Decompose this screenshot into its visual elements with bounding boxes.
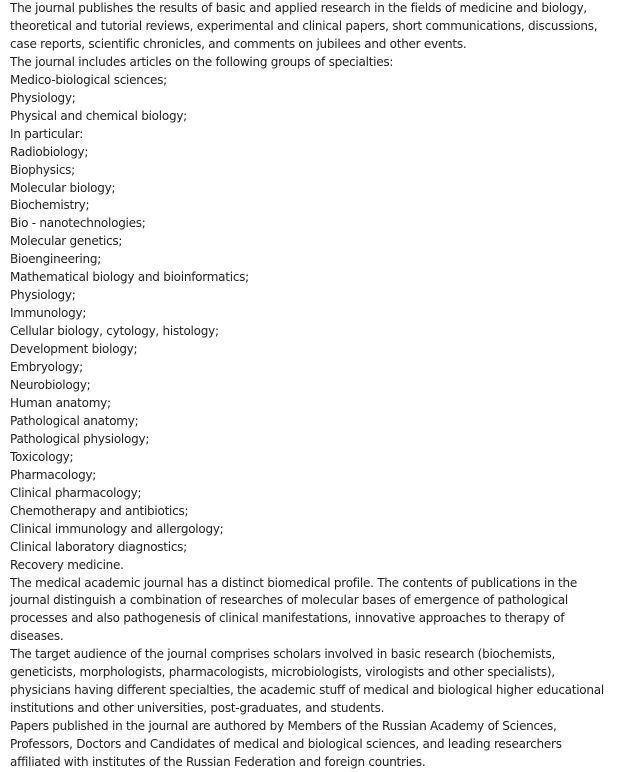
list-item: Human anatomy; bbox=[10, 395, 111, 410]
text-line: institutions and other universities, post-graduates, and students. bbox=[10, 701, 385, 716]
list-item: Biochemistry; bbox=[10, 198, 90, 213]
text-line: The journal publishes the results of basic and applied research in the fields of medicine and biology, bbox=[10, 1, 587, 15]
list-item: Pathological physiology; bbox=[10, 431, 150, 446]
text-line: geneticists, morphologists, pharmacologists, microbiologists, virologists and other specialists), bbox=[10, 665, 555, 680]
list-item: In particular: bbox=[10, 126, 84, 141]
text-line: diseases. bbox=[10, 629, 64, 644]
text-line: The medical academic journal has a distinct biomedical profile. The contents of publications in the bbox=[10, 575, 577, 590]
text-line: affiliated with institutes of the Russian Federation and foreign countries. bbox=[10, 755, 426, 770]
list-item: Clinical laboratory diagnostics; bbox=[10, 539, 187, 554]
list-item: Clinical pharmacology; bbox=[10, 485, 142, 500]
list-item: Biophysics; bbox=[10, 162, 75, 177]
list-item: Medico-biological sciences; bbox=[10, 72, 167, 87]
list-item: Embryology; bbox=[10, 360, 83, 375]
list-item: Radiobiology; bbox=[10, 144, 89, 159]
text-line: The target audience of the journal comprises scholars involved in basic research (biochemists, bbox=[10, 647, 556, 662]
audience-paragraph bbox=[10, 646, 620, 718]
list-item: Molecular biology; bbox=[10, 180, 116, 195]
text-line: journal distinguish a combination of researches of molecular bases of emergence of pathological bbox=[10, 593, 569, 608]
list-item: Pharmacology; bbox=[10, 467, 97, 482]
list-item: Neurobiology; bbox=[10, 378, 91, 393]
list-item: Development biology; bbox=[10, 342, 138, 357]
text-line: Professors, Doctors and Candidates of medical and biological sciences, and leading researchers bbox=[10, 737, 562, 752]
intro-paragraph bbox=[10, 0, 620, 72]
text-line: Papers published in the journal are authored by Members of the Russian Academy of Sciences, bbox=[10, 719, 557, 734]
list-item: Immunology; bbox=[10, 306, 87, 321]
list-item: Physiology; bbox=[10, 288, 76, 303]
list-item: Bio - nanotechnologies; bbox=[10, 216, 146, 231]
list-item: Chemotherapy and antibiotics; bbox=[10, 503, 189, 518]
text-line: physicians having different specialties, the academic stuff of medical and biological higher educational bbox=[10, 683, 604, 698]
list-item: Cellular biology, cytology, histology; bbox=[10, 324, 219, 339]
text-line: case reports, scientific chronicles, and comments on jubilees and other events. bbox=[10, 36, 467, 51]
list-item: Clinical immunology and allergology; bbox=[10, 521, 224, 536]
list-item: Pathological anatomy; bbox=[10, 413, 139, 428]
list-item: Recovery medicine. bbox=[10, 557, 124, 572]
list-item: Bioengineering; bbox=[10, 252, 102, 267]
specialties-heading: The journal includes articles on the following groups of specialties: bbox=[10, 54, 394, 69]
authors-paragraph bbox=[10, 718, 620, 772]
text-line: theoretical and tutorial reviews, experimental and clinical papers, short communications, discussions, bbox=[10, 18, 598, 33]
list-item: Physical and chemical biology; bbox=[10, 108, 187, 123]
profile-paragraph bbox=[10, 575, 620, 647]
list-item: Toxicology; bbox=[10, 449, 74, 464]
list-item: Molecular genetics; bbox=[10, 234, 123, 249]
list-item: Physiology; bbox=[10, 90, 76, 105]
list-item: Mathematical biology and bioinformatics; bbox=[10, 270, 249, 285]
text-line: processes and also pathogenesis of clinical manifestations, innovative approaches to therapy of bbox=[10, 611, 565, 626]
specialties-list bbox=[10, 72, 620, 575]
